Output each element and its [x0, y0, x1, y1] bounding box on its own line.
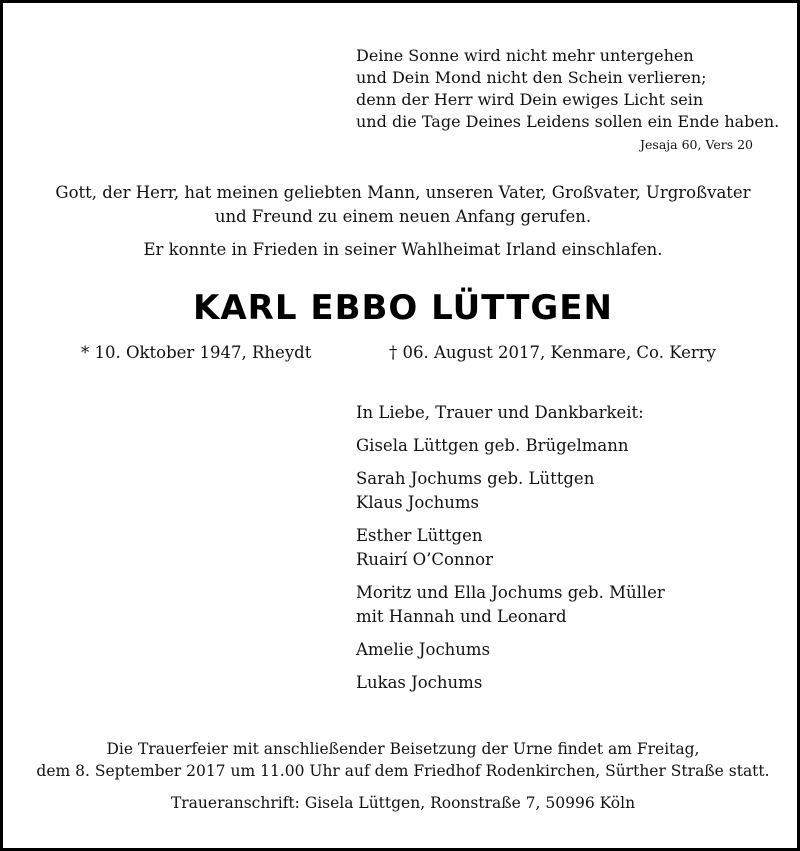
birth-date: * 10. Oktober 1947, Rheydt — [81, 343, 312, 362]
mourner-name: Klaus Jochums — [356, 493, 479, 512]
announcement-line: Gott, der Herr, hat meinen geliebten Mann, unseren Vater, Großvater, Urgroßvater — [55, 183, 751, 202]
mourner-name: Gisela Lüttgen geb. Brügelmann — [356, 436, 629, 455]
verse-line: denn der Herr wird Dein ewiges Licht sein — [356, 90, 704, 109]
mourner-name: Amelie Jochums — [356, 640, 491, 659]
announcement-line: und Freund zu einem neuen Anfang gerufen. — [214, 207, 592, 226]
mourner-name: Lukas Jochums — [356, 673, 483, 692]
verse-source: Jesaja 60, Vers 20 — [640, 137, 753, 152]
mourner-name: Sarah Jochums geb. Lüttgen — [356, 469, 595, 488]
mourners-heading: In Liebe, Trauer und Dankbarkeit: — [356, 403, 644, 422]
mourner-name: mit Hannah und Leonard — [356, 607, 567, 626]
verse-line: Deine Sonne wird nicht mehr untergehen — [356, 46, 694, 65]
mourner-name: Moritz und Ella Jochums geb. Müller — [356, 583, 665, 602]
mourner-group — [356, 581, 665, 629]
deceased-name: KARL EBBO LÜTTGEN — [193, 288, 613, 328]
death-date: † 06. August 2017, Kenmare, Co. Kerry — [389, 343, 716, 362]
mourner-name: Esther Lüttgen — [356, 526, 483, 545]
announcement-text — [3, 181, 800, 229]
mourning-address: Traueranschrift: Gisela Lüttgen, Roonstraße 7, 50996 Köln — [170, 794, 636, 812]
mourner-group — [356, 524, 665, 572]
verse-line: und die Tage Deines Leidens sollen ein Ende haben. — [356, 112, 780, 131]
funeral-detail-line: Die Trauerfeier mit anschließender Beisetzung der Urne findet am Freitag, — [106, 740, 700, 758]
funeral-detail-line: dem 8. September 2017 um 11.00 Uhr auf dem Friedhof Rodenkirchen, Sürther Straße statt. — [36, 762, 770, 780]
mourner-name: Ruairí O’Connor — [356, 550, 493, 569]
mourner-group — [356, 671, 665, 695]
bible-verse — [356, 45, 779, 133]
mourner-group — [356, 467, 665, 515]
peaceful-passing-text: Er konnte in Frieden in seiner Wahlheimat Irland einschlafen. — [143, 240, 663, 259]
mourner-group — [356, 434, 665, 458]
mourner-group — [356, 638, 665, 662]
funeral-details — [3, 738, 800, 782]
mourners-list — [356, 401, 665, 704]
verse-line: und Dein Mond nicht den Schein verlieren; — [356, 68, 707, 87]
